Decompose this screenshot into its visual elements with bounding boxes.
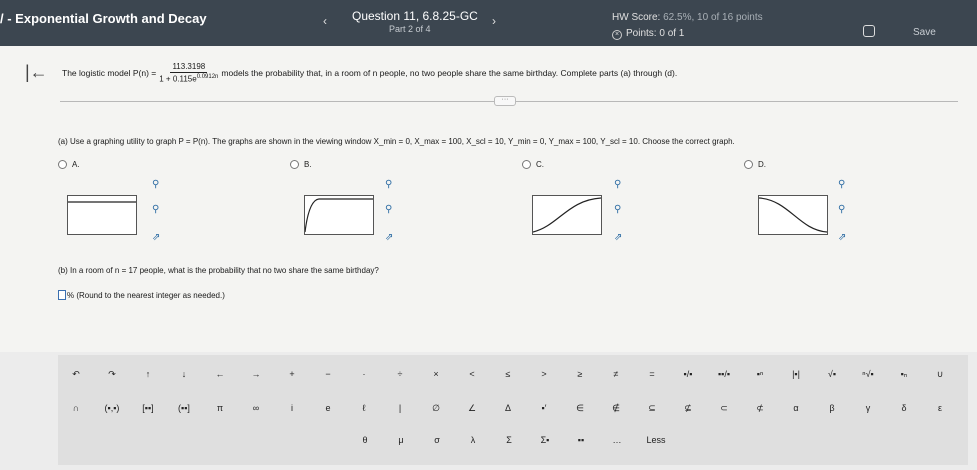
keyboard-row-1 xyxy=(58,359,968,389)
keyboard-key[interactable]: γ xyxy=(865,403,871,413)
next-question-button[interactable]: › xyxy=(492,14,496,28)
graph-c-zoom-out-icon[interactable]: ⚲ xyxy=(614,204,622,215)
option-a[interactable] xyxy=(58,160,80,169)
graph-d xyxy=(758,195,828,235)
keyboard-key[interactable]: ⊄ xyxy=(756,403,764,413)
keyboard-key[interactable]: μ xyxy=(398,435,404,445)
intro-suffix: models the probability that, in a room of n people, no two people share the same birthday. Complete parts (a) through (d). xyxy=(221,67,678,78)
option-b[interactable] xyxy=(290,160,312,169)
graph-b xyxy=(304,195,374,235)
hw-score-label: HW Score: xyxy=(612,12,661,23)
option-d-radio[interactable] xyxy=(744,160,753,169)
graph-b-expand-icon[interactable]: ⇗ xyxy=(385,232,394,243)
keyboard-key[interactable]: … xyxy=(612,435,622,445)
keyboard-key[interactable]: δ xyxy=(901,403,907,413)
graph-a-expand-icon[interactable]: ⇗ xyxy=(152,232,161,243)
keyboard-key[interactable]: |▪| xyxy=(792,369,800,379)
keyboard-key[interactable]: ∠ xyxy=(467,403,477,413)
keyboard-key[interactable]: ⊆ xyxy=(648,403,656,413)
keyboard-key[interactable]: − xyxy=(325,369,331,379)
keyboard-key[interactable]: > xyxy=(541,369,547,379)
keyboard-key[interactable]: · xyxy=(362,369,366,379)
question-title: Question 11, 6.8.25-GC xyxy=(352,9,478,23)
previous-question-button[interactable]: ‹ xyxy=(323,14,327,28)
part-a-prompt: (a) Use a graphing utility to graph P = P(n). The graphs are shown in the viewing window X_min = 0, X_max = 100, X_scl = 10, Y_min = 0, Y_max = 100, Y_scl = 10. Choose the correct graph. xyxy=(58,137,735,146)
keyboard-key[interactable]: ↓ xyxy=(181,369,187,379)
graph-d-expand-icon[interactable]: ⇗ xyxy=(838,232,847,243)
keyboard-key[interactable]: ▪ₙ xyxy=(900,369,908,379)
graph-a xyxy=(67,195,137,235)
answer-input[interactable] xyxy=(58,290,66,300)
option-a-radio[interactable] xyxy=(58,160,67,169)
keyboard-key[interactable]: √▪ xyxy=(827,369,837,379)
keyboard-key[interactable]: Σ xyxy=(506,435,512,445)
keyboard-key[interactable]: ε xyxy=(937,403,942,413)
fraction-numerator: 113.3198 xyxy=(172,62,206,71)
keyboard-key[interactable]: Σ▪ xyxy=(540,435,550,445)
keyboard-key[interactable]: α xyxy=(793,403,799,413)
keyboard-key[interactable]: → xyxy=(251,369,261,379)
hw-score xyxy=(612,12,763,23)
keyboard-key[interactable]: ⊈ xyxy=(684,403,692,413)
question-area xyxy=(0,46,977,352)
math-keyboard xyxy=(58,355,968,465)
keyboard-key[interactable]: ↑ xyxy=(145,369,151,379)
graph-d-zoom-in-icon[interactable]: ⚲ xyxy=(838,179,846,190)
graph-d-zoom-out-icon[interactable]: ⚲ xyxy=(838,204,846,215)
keyboard-key[interactable]: Δ xyxy=(504,403,511,413)
keyboard-key[interactable]: ▪▪ xyxy=(577,435,585,445)
header-bar xyxy=(0,0,977,46)
settings-icon[interactable] xyxy=(863,25,875,37)
keyboard-key[interactable]: i xyxy=(291,403,293,413)
option-b-label: B. xyxy=(304,160,312,169)
keyboard-key[interactable]: λ xyxy=(470,435,476,445)
keyboard-key[interactable]: | xyxy=(398,403,402,413)
answer-suffix: % (Round to the nearest integer as needed.) xyxy=(67,290,225,300)
keyboard-key[interactable]: (▪▪] xyxy=(178,403,190,413)
option-a-label: A. xyxy=(72,160,80,169)
option-d[interactable] xyxy=(744,160,766,169)
keyboard-key[interactable]: ∈ xyxy=(576,403,584,413)
keyboard-key[interactable]: ∞ xyxy=(252,403,260,413)
keyboard-key[interactable]: ▪′ xyxy=(541,403,547,413)
hw-score-value: 62.5%, 10 of 16 points xyxy=(663,12,763,23)
keyboard-key[interactable]: e xyxy=(325,403,331,413)
keyboard-key[interactable]: θ xyxy=(362,435,368,445)
points-info-icon: × xyxy=(612,30,622,40)
save-button[interactable]: Save xyxy=(913,27,936,38)
option-d-label: D. xyxy=(758,160,766,169)
keyboard-key[interactable]: ⁿ√▪ xyxy=(862,369,874,379)
keyboard-key[interactable]: ∉ xyxy=(612,403,620,413)
keyboard-key[interactable]: Less xyxy=(646,435,666,445)
keyboard-key[interactable]: ▪▪/▪ xyxy=(717,369,731,379)
question-part: Part 2 of 4 xyxy=(389,24,431,34)
keyboard-key[interactable]: ← xyxy=(215,369,225,379)
assignment-title: / - Exponential Growth and Decay xyxy=(0,11,207,26)
intro-prefix: The logistic model P(n) = xyxy=(62,67,157,78)
part-b-prompt: (b) In a room of n = 17 people, what is the probability that no two share the same birthday? xyxy=(58,266,379,275)
option-c-radio[interactable] xyxy=(522,160,531,169)
keyboard-key[interactable]: ▪/▪ xyxy=(683,369,693,379)
graph-a-zoom-out-icon[interactable]: ⚲ xyxy=(152,204,160,215)
graph-d-curve xyxy=(759,196,827,234)
more-options-icon[interactable]: ··· xyxy=(494,96,516,106)
keyboard-key[interactable]: ⊂ xyxy=(720,403,728,413)
keyboard-key[interactable]: = xyxy=(649,369,655,379)
keyboard-row-2 xyxy=(58,393,968,423)
keyboard-key[interactable]: ∩ xyxy=(72,403,80,413)
keyboard-key[interactable]: ∪ xyxy=(936,369,944,379)
keyboard-key[interactable]: ∅ xyxy=(432,403,440,413)
keyboard-key[interactable]: ≥ xyxy=(577,369,583,379)
collapse-back-icon[interactable]: |← xyxy=(25,62,48,82)
keyboard-row-3 xyxy=(58,425,968,455)
keyboard-key[interactable]: × xyxy=(433,369,439,379)
graph-b-zoom-in-icon[interactable]: ⚲ xyxy=(385,179,393,190)
graph-b-curve xyxy=(305,196,373,234)
keyboard-key[interactable]: β xyxy=(829,403,835,413)
graph-b-zoom-out-icon[interactable]: ⚲ xyxy=(385,204,393,215)
keyboard-key[interactable]: σ xyxy=(434,435,440,445)
graph-c-zoom-in-icon[interactable]: ⚲ xyxy=(614,179,622,190)
part-b-answer xyxy=(58,290,225,300)
keyboard-key[interactable]: + xyxy=(289,369,295,379)
keyboard-key[interactable]: ↷ xyxy=(108,369,116,379)
graph-c xyxy=(532,195,602,235)
keyboard-key[interactable]: ÷ xyxy=(397,369,403,379)
keyboard-key[interactable]: ≤ xyxy=(505,369,511,379)
points-label: Points: 0 of 1 xyxy=(626,28,685,39)
option-c[interactable] xyxy=(522,160,544,169)
keyboard-key[interactable]: ℓ xyxy=(362,403,366,413)
keyboard-key[interactable]: π xyxy=(216,403,224,413)
keyboard-key[interactable]: (▪,▪) xyxy=(104,403,120,413)
keyboard-key[interactable]: < xyxy=(469,369,475,379)
intro-text xyxy=(62,62,677,84)
option-b-radio[interactable] xyxy=(290,160,299,169)
graph-a-curve xyxy=(68,196,136,234)
fraction-denominator: 1 + 0.115e xyxy=(159,74,197,84)
graph-a-zoom-in-icon[interactable]: ⚲ xyxy=(152,179,160,190)
points xyxy=(612,28,684,40)
keyboard-key[interactable]: ▪ⁿ xyxy=(756,369,764,379)
option-c-label: C. xyxy=(536,160,544,169)
fraction-exponent: 0.0912n xyxy=(196,74,219,80)
keyboard-key[interactable]: [▪▪] xyxy=(142,403,154,413)
keyboard-key[interactable]: ↶ xyxy=(72,369,80,379)
graph-c-curve xyxy=(533,196,601,234)
keyboard-key[interactable]: ≠ xyxy=(613,369,619,379)
model-fraction xyxy=(159,62,218,84)
graph-c-expand-icon[interactable]: ⇗ xyxy=(614,232,623,243)
